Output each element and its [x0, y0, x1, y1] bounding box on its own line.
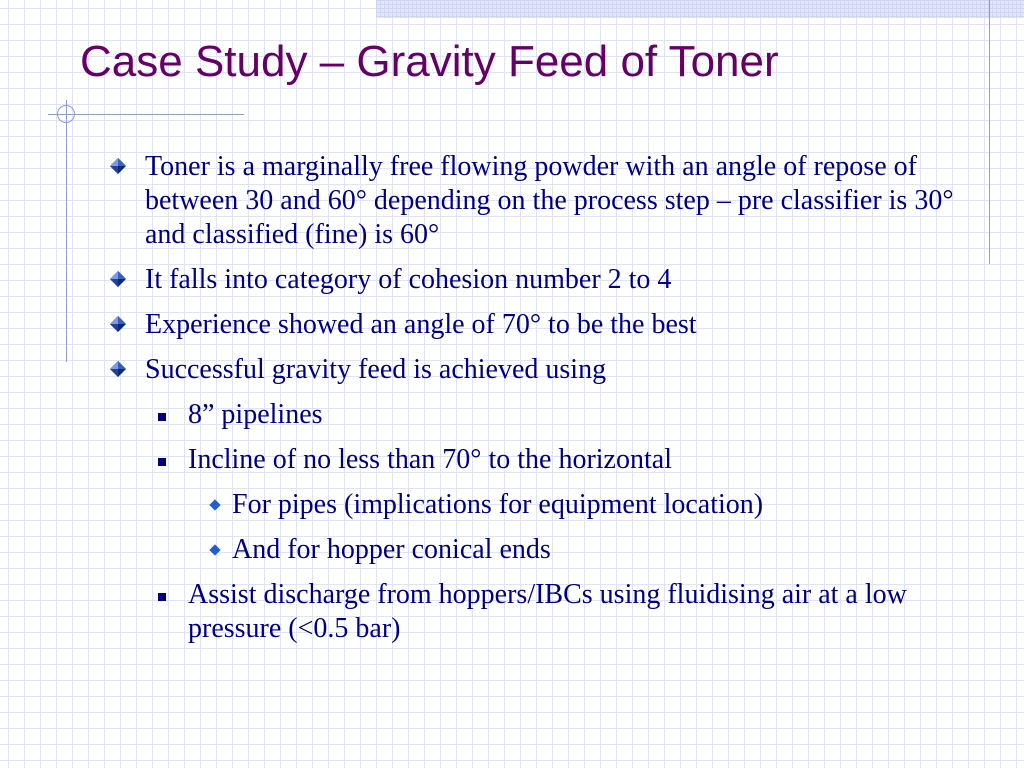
bullet-text: It falls into category of cohesion number 2 to 4	[145, 264, 672, 295]
small-diamond-bullet-icon	[209, 499, 220, 510]
bullet-item	[100, 308, 980, 342]
bullet-text: Incline of no less than 70° to the horizontal	[188, 444, 672, 475]
diamond-3d-bullet-icon	[110, 158, 126, 174]
bullet-item	[100, 150, 980, 252]
bullet-text: Assist discharge from hoppers/IBCs using fluidising air at a low pressure (<0.5 bar)	[188, 579, 907, 644]
diamond-3d-bullet-icon	[110, 271, 126, 287]
slide-title: Case Study – Gravity Feed of Toner	[80, 37, 779, 86]
bullet-text: And for hopper conical ends	[232, 534, 551, 565]
decorative-circle-icon	[57, 105, 75, 123]
diamond-3d-bullet-icon	[110, 361, 126, 377]
sub-bullet-item	[100, 578, 980, 646]
diamond-3d-bullet-icon	[110, 316, 126, 332]
sub-bullet-item	[100, 443, 980, 477]
bullet-item	[100, 263, 980, 297]
square-bullet-icon	[158, 458, 166, 466]
bullet-text: Toner is a marginally free flowing powder with an angle of repose of between 30 and 60° depending on the process step – pre classifier is 30° and classified (fine) is 60°	[145, 151, 954, 250]
sub-sub-bullet-item	[100, 488, 980, 522]
bullet-text: For pipes (implications for equipment location)	[232, 489, 764, 520]
bullet-list	[100, 150, 980, 646]
decorative-title-underline	[48, 114, 244, 115]
bullet-text: Successful gravity feed is achieved using	[145, 354, 607, 385]
bullet-text: 8” pipelines	[188, 399, 323, 430]
decorative-vertical-line-right	[989, 0, 990, 264]
small-diamond-bullet-icon	[209, 544, 220, 555]
slide-body	[100, 150, 980, 657]
square-bullet-icon	[158, 413, 166, 421]
sub-bullet-item	[100, 398, 980, 432]
bullet-item	[100, 353, 980, 387]
corner-pattern-block	[376, 0, 1024, 18]
decorative-vertical-line-left	[66, 100, 67, 362]
bullet-text: Experience showed an angle of 70° to be the best	[145, 309, 697, 340]
sub-sub-bullet-item	[100, 533, 980, 567]
square-bullet-icon	[158, 593, 166, 601]
